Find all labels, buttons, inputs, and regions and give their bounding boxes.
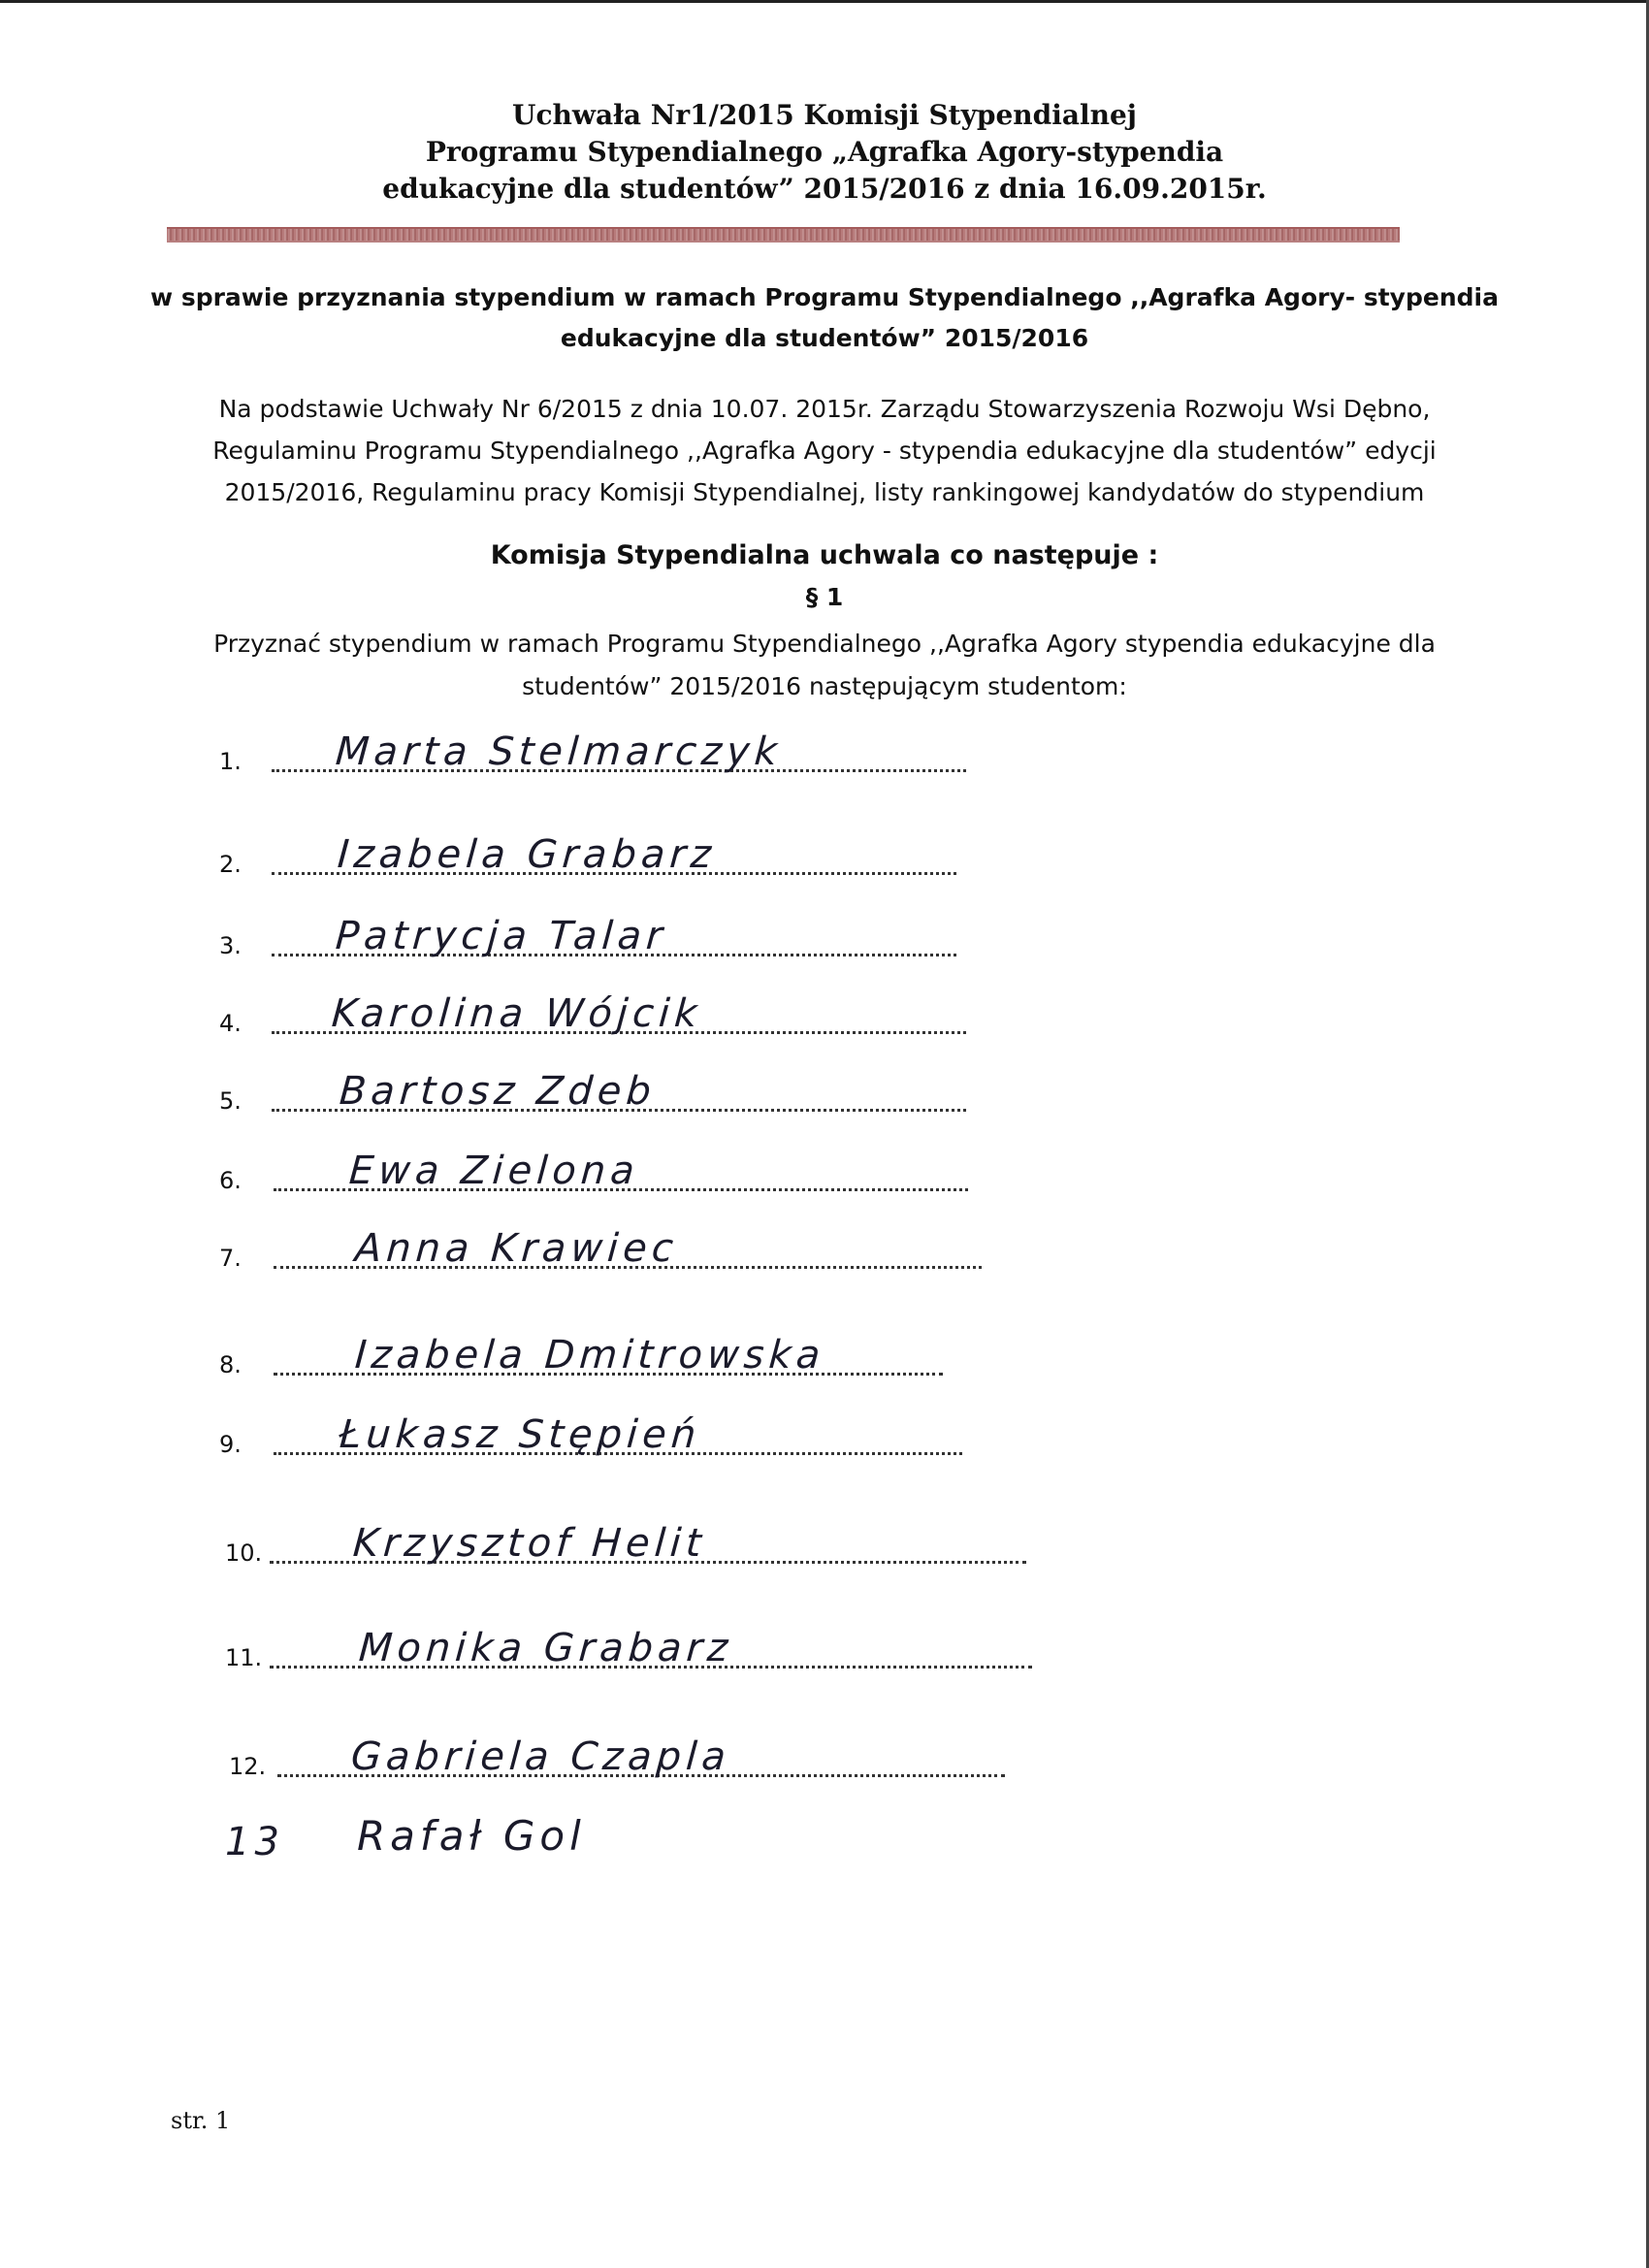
legal-basis — [0, 388, 1649, 513]
list-number: 1. — [219, 748, 242, 775]
subject-heading — [0, 277, 1649, 359]
handwritten-name: Izabela Dmitrowska — [353, 1333, 826, 1377]
handwritten-name: Anna Krawiec — [353, 1226, 680, 1271]
handwritten-name: Marta Stelmarczyk — [334, 729, 784, 774]
list-item — [219, 1137, 976, 1195]
basis-line: 2015/2016, Regulaminu pracy Komisji Stypendialnej, listy rankingowej kandydatów do stypendium — [224, 478, 1425, 506]
handwritten-name: Rafał Gol — [357, 1812, 586, 1860]
handwritten-name: Karolina Wójcik — [330, 991, 704, 1036]
grant-line: Przyznać stypendium w ramach Programu Stypendialnego ,,Agrafka Agory stypendia edukacyjne dla — [213, 630, 1436, 658]
basis-line: Regulaminu Programu Stypendialnego ,,Agrafka Agory - stypendia edukacyjne dla studentów” edycji — [212, 437, 1437, 465]
list-item — [225, 1614, 1040, 1672]
subject-line: w sprawie przyznania stypendium w ramach Programu Stypendialnego ,,Agrafka Agory- stypendia — [150, 283, 1499, 311]
resolution-heading: Komisja Stypendialna uchwala co następuje : — [490, 540, 1159, 570]
handwritten-name: Monika Grabarz — [357, 1626, 734, 1670]
handwritten-name: Krzysztof Helit — [351, 1521, 708, 1566]
title-line: Uchwała Nr1/2015 Komisji Stypendialnej — [512, 99, 1137, 131]
list-number: 10. — [225, 1539, 263, 1567]
list-item — [219, 1321, 976, 1379]
title-line: edukacyjne dla studentów” 2015/2016 z dnia 16.09.2015r. — [382, 173, 1267, 205]
grant-line: studentów” 2015/2016 następującym studentom: — [522, 672, 1127, 700]
list-number: 2. — [219, 851, 242, 878]
handwritten-name: Ewa Zielona — [347, 1149, 641, 1193]
list-item — [219, 821, 976, 879]
handwritten-name: Gabriela Czapla — [349, 1734, 732, 1779]
list-number: 5. — [219, 1087, 242, 1115]
page-number: str. 1 — [171, 2107, 231, 2134]
list-item — [219, 1215, 995, 1273]
list-item — [219, 980, 976, 1038]
list-item — [219, 718, 976, 776]
list-item — [219, 1057, 976, 1116]
list-item — [225, 1509, 1040, 1568]
list-number: 11. — [225, 1644, 263, 1671]
list-number: 6. — [219, 1167, 242, 1194]
list-number: 8. — [219, 1351, 242, 1378]
handwritten-name: Patrycja Talar — [334, 914, 669, 958]
list-number: 12. — [229, 1753, 267, 1780]
basis-line: Na podstawie Uchwały Nr 6/2015 z dnia 10.07. 2015r. Zarządu Stowarzyszenia Rozwoju Wsi Dębno, — [218, 395, 1431, 423]
grant-text — [0, 623, 1649, 708]
list-number: 9. — [219, 1431, 242, 1458]
title-line: Programu Stypendialnego „Agrafka Agory-stypendia — [425, 136, 1224, 168]
list-item — [229, 1723, 1024, 1781]
list-item — [219, 1401, 976, 1459]
title-divider — [167, 227, 1400, 243]
handwritten-name: Łukasz Stępień — [338, 1412, 702, 1457]
subject-line: edukacyjne dla studentów” 2015/2016 — [560, 324, 1089, 352]
list-item — [225, 1812, 904, 1880]
list-number: 7. — [219, 1245, 242, 1272]
handwritten-number: 13 — [225, 1820, 284, 1864]
list-item — [219, 902, 976, 960]
list-number: 3. — [219, 932, 242, 959]
scan-edge — [0, 0, 1649, 3]
handwritten-name: Bartosz Zdeb — [338, 1069, 658, 1114]
handwritten-name: Izabela Grabarz — [336, 832, 718, 877]
document-title — [0, 97, 1649, 208]
paragraph-mark: § 1 — [805, 583, 844, 611]
list-number: 4. — [219, 1010, 242, 1037]
